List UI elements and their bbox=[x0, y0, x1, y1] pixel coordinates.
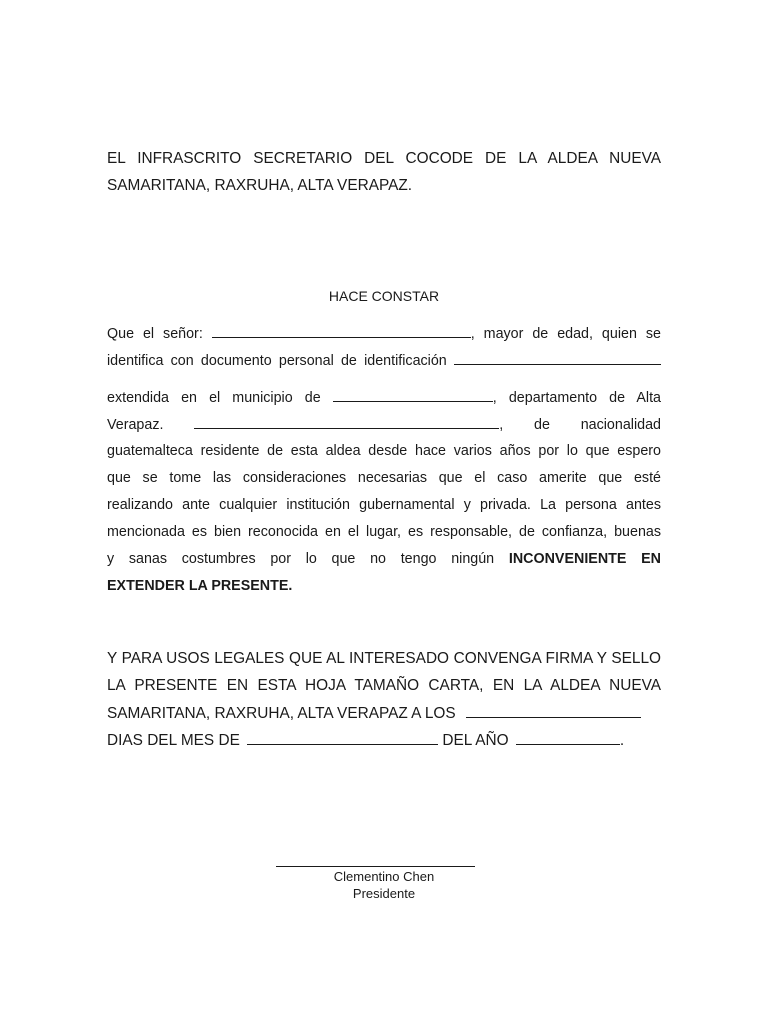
body-text: identifica con documento personal de identificación bbox=[107, 353, 447, 369]
id-document-blank-field[interactable] bbox=[454, 351, 661, 365]
closing-text: DEL AÑO bbox=[442, 732, 509, 749]
heading-line-2: SAMARITANA, RAXRUHA, ALTA VERAPAZ. bbox=[107, 177, 413, 194]
year-blank-field[interactable] bbox=[516, 731, 620, 745]
body-line-7: realizando ante cualquier institución gubernamental y privada. La persona antes bbox=[107, 497, 661, 513]
closing-text: SAMARITANA, RAXRUHA, ALTA VERAPAZ A LOS bbox=[107, 705, 456, 722]
municipality-blank-field[interactable] bbox=[333, 388, 493, 402]
body-line-6: que se tome las consideraciones necesarias que el caso amerite que esté bbox=[107, 470, 661, 486]
body-line-4 bbox=[107, 415, 661, 434]
body-text: extendida en el municipio de bbox=[107, 390, 321, 406]
body-line-2 bbox=[107, 351, 661, 370]
body-text: , de nacionalidad bbox=[499, 417, 661, 433]
signature-line[interactable] bbox=[276, 866, 475, 867]
month-blank-field[interactable] bbox=[247, 731, 438, 745]
signatory-role: Presidente bbox=[352, 886, 416, 901]
closing-line-3 bbox=[107, 704, 661, 723]
body-line-5: guatemalteca residente de esta aldea desde hace varios años por lo que espero bbox=[107, 443, 661, 459]
body-text: , departamento de Alta bbox=[492, 390, 661, 406]
body-line-9 bbox=[107, 550, 661, 568]
address-blank-field[interactable] bbox=[194, 415, 499, 429]
body-bold-text: INCONVENIENTE EN bbox=[508, 551, 661, 567]
signatory-name: Clementino Chen bbox=[333, 869, 435, 884]
body-text: y sanas costumbres por lo que no tengo ningún bbox=[107, 551, 495, 567]
day-blank-field[interactable] bbox=[466, 704, 641, 718]
body-text: Verapaz. bbox=[107, 417, 164, 433]
heading-line-1: EL INFRASCRITO SECRETARIO DEL COCODE DE LA ALDEA NUEVA bbox=[107, 150, 661, 167]
body-line-8: mencionada es bien reconocida en el lugar, es responsable, de confianza, buenas bbox=[107, 524, 661, 540]
closing-line-1: Y PARA USOS LEGALES QUE AL INTERESADO CONVENGA FIRMA Y SELLO bbox=[107, 650, 661, 667]
closing-text: DIAS DEL MES DE bbox=[107, 732, 240, 749]
closing-text: . bbox=[619, 732, 625, 749]
body-text: , mayor de edad, quien se bbox=[470, 326, 661, 342]
body-line-3 bbox=[107, 388, 661, 407]
body-line-10: EXTENDER LA PRESENTE. bbox=[107, 578, 293, 594]
body-line-1 bbox=[107, 324, 661, 343]
closing-line-2: LA PRESENTE EN ESTA HOJA TAMAÑO CARTA, EN LA ALDEA NUEVA bbox=[107, 677, 661, 694]
body-text: Que el señor: bbox=[107, 326, 203, 342]
document-title: HACE CONSTAR bbox=[328, 288, 440, 304]
name-blank-field[interactable] bbox=[212, 324, 471, 338]
closing-line-4 bbox=[107, 731, 661, 750]
